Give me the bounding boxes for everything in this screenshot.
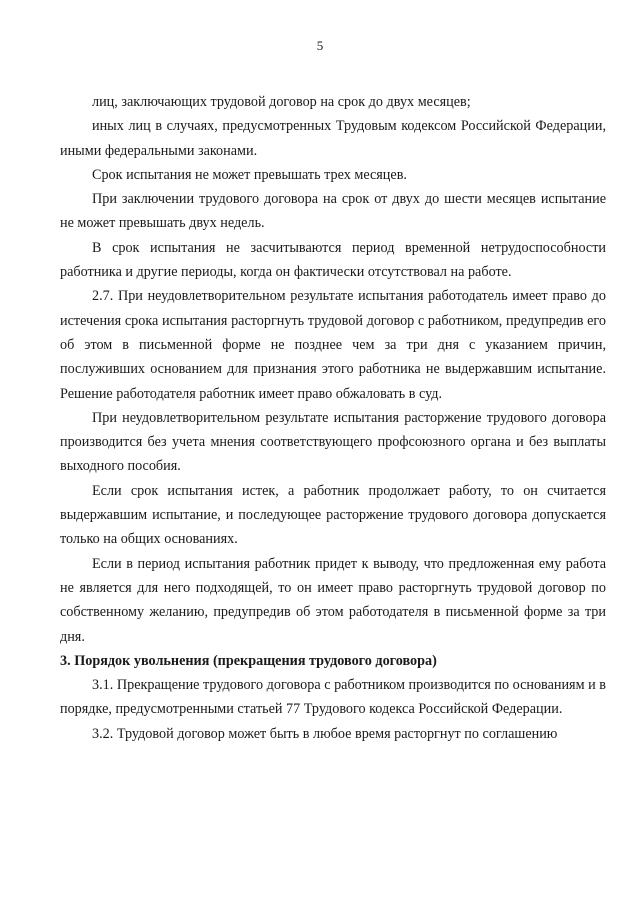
paragraph-3-2: 3.2. Трудовой договор может быть в любое время расторгнут по соглашению xyxy=(92,725,558,742)
paragraph: При заключении трудового договора на срок от двух до шести месяцев испытание не может превышать двух недель. xyxy=(60,191,606,232)
paragraph: иных лиц в случаях, предусмотренных Трудовым кодексом Российской Федерации, иными федеральными законами. xyxy=(60,118,606,159)
paragraph: Если срок испытания истек, а работник продолжает работу, то он считается выдержавшим испытание, и последующее расторжение трудового договора допускается только на общих основаниях. xyxy=(60,482,606,548)
paragraph: Срок испытания не может превышать трех месяцев. xyxy=(92,166,407,183)
document-body xyxy=(60,90,606,746)
section-heading: 3. Порядок увольнения (прекращения трудового договора) xyxy=(60,652,437,669)
paragraph-2-7: 2.7. При неудовлетворительном результате испытания работодатель имеет право до истечения срока испытания расторгнуть трудовой договор с работником, предупредив его об этом в письменной форме не позднее чем за три дня с указанием причин, послуживших основанием для признания этого работника не выдержавшим испытание. Решение работодателя работник имеет право обжаловать в суд. xyxy=(60,288,606,402)
page-number: 5 xyxy=(316,38,324,53)
paragraph-3-1: 3.1. Прекращение трудового договора с работником производится по основаниям и в порядке, предусмотренными статьей 77 Трудового кодекса Российской Федерации. xyxy=(60,677,606,718)
paragraph: лиц, заключающих трудовой договор на срок до двух месяцев; xyxy=(92,94,471,110)
paragraph: При неудовлетворительном результате испытания расторжение трудового договора производится без учета мнения соответствующего профсоюзного органа и без выплаты выходного пособия. xyxy=(60,409,606,475)
paragraph: В срок испытания не засчитываются период временной нетрудоспособности работника и другие периоды, когда он фактически отсутствовал на работе. xyxy=(60,239,606,281)
paragraph: Если в период испытания работник придет к выводу, что предложенная ему работа не является для него подходящей, то он имеет право расторгнуть трудовой договор по собственному желанию, предупредив об этом работодателя в письменной форме за три дня. xyxy=(60,555,606,645)
